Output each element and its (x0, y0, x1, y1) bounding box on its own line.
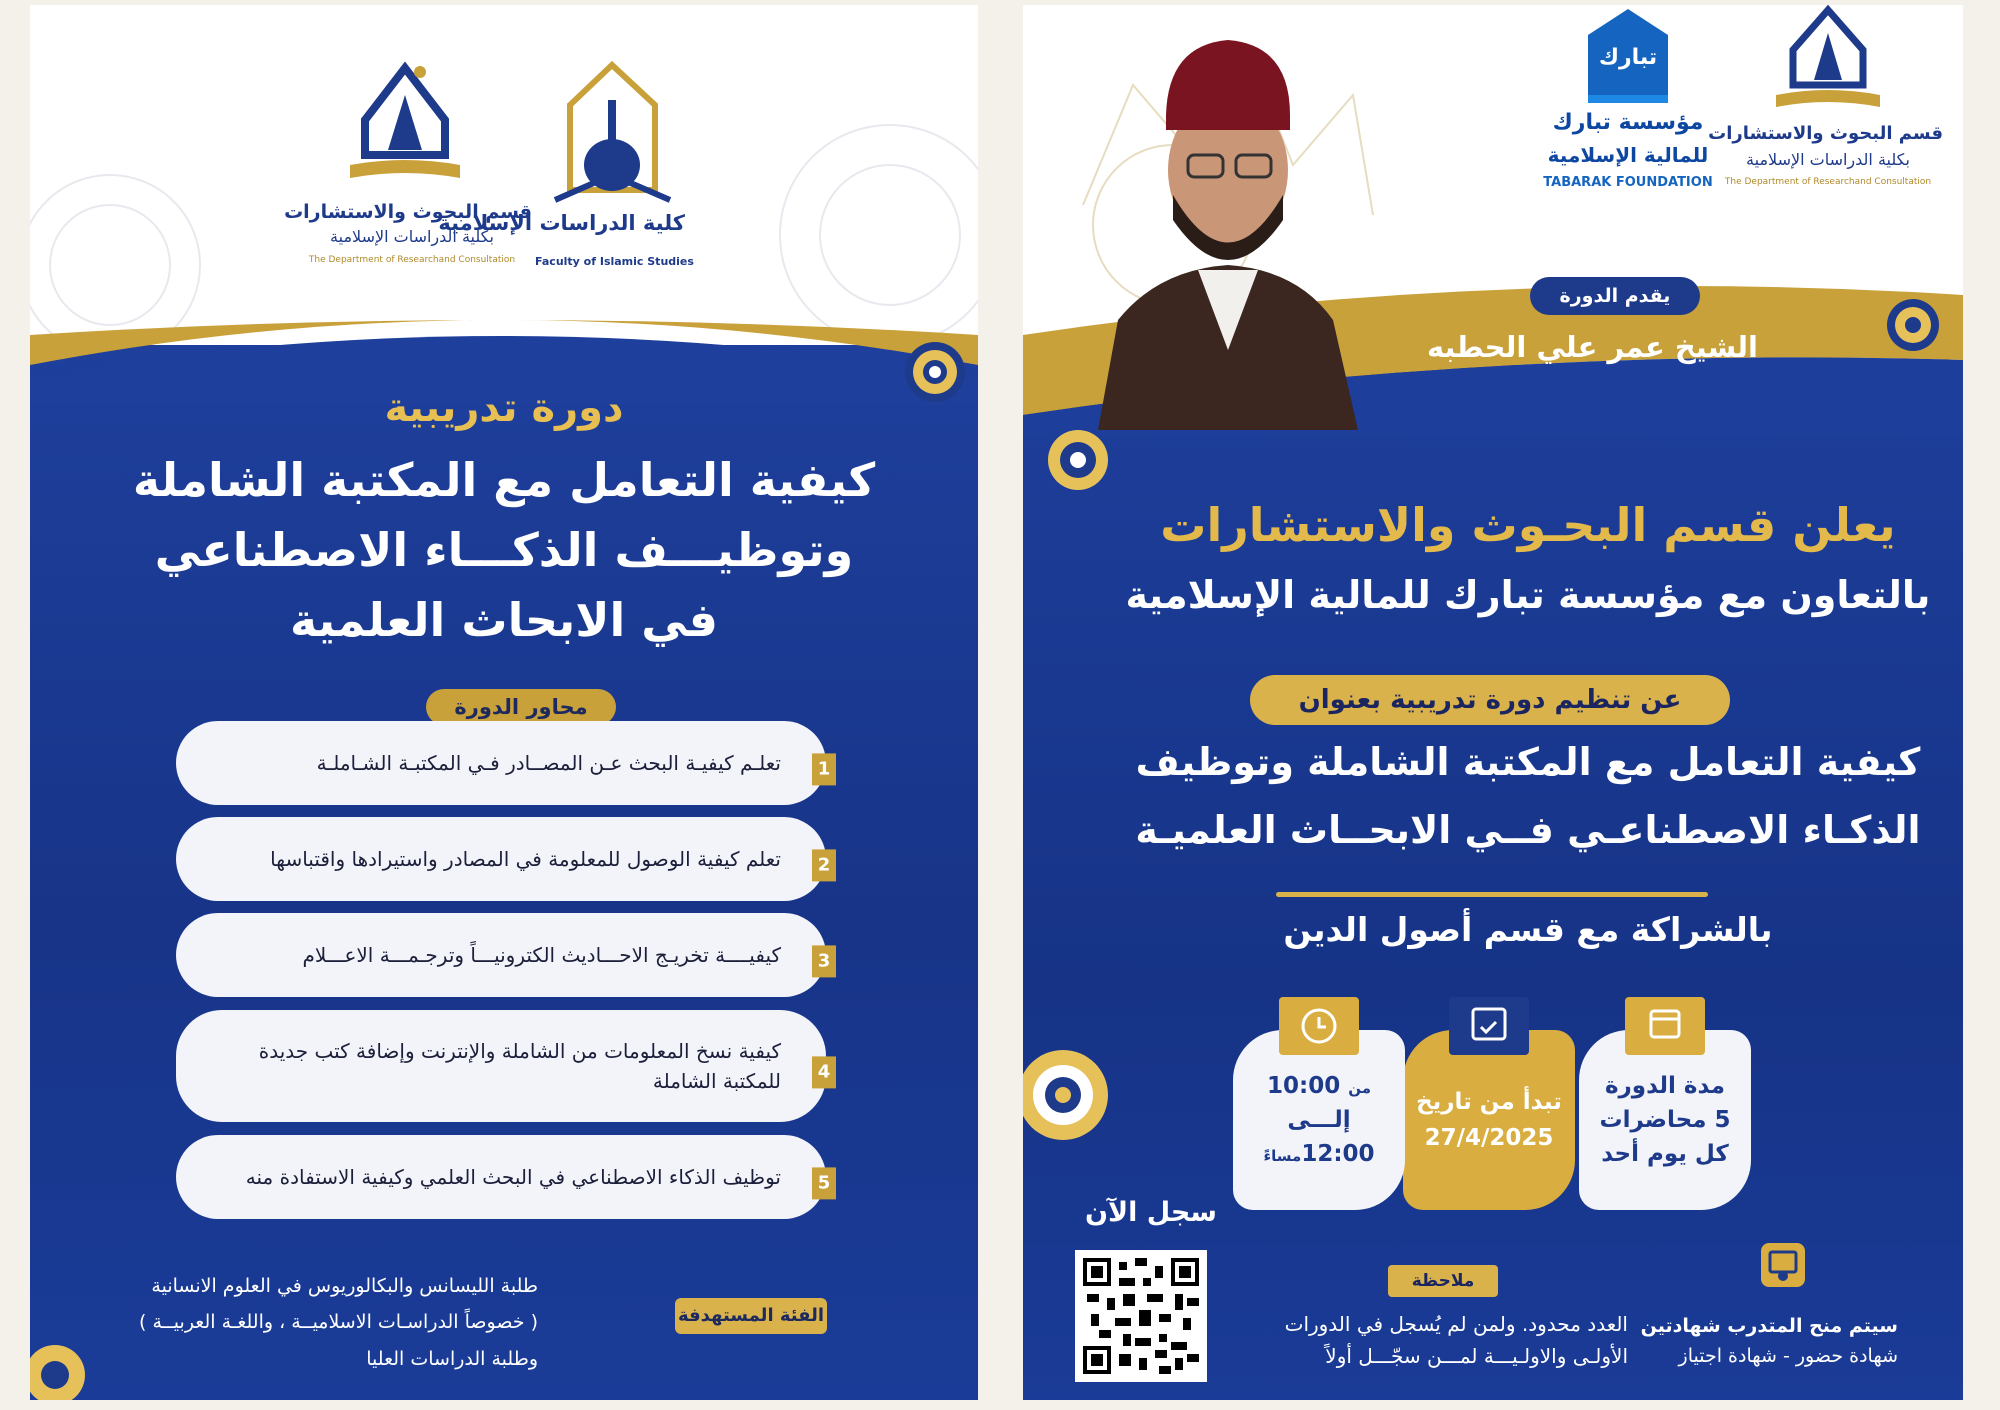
duration-day: كل يوم أحد (1601, 1141, 1729, 1167)
tabarak-logo-subtitle: للمالية الإسلامية (1547, 143, 1709, 167)
dept-logo-english: The Department of Researchand Consultation (1724, 177, 1932, 187)
tabarak-logo-mark: تبارك (1598, 45, 1658, 70)
start-date-value: 27/4/2025 (1424, 1125, 1554, 1151)
course-axis-item (176, 1135, 831, 1219)
dept-logo-english: The Department of Researchand Consultation (308, 255, 516, 265)
course-title-line-2: الذكـاء الاصطناعـي فــي الابحــاث العلميـة (1135, 808, 1921, 852)
duration-lectures: 5 محاضرات (1599, 1107, 1731, 1133)
time-card (1233, 1030, 1405, 1210)
course-axes-label: محاور الدورة (426, 689, 616, 725)
registration-qr-code[interactable] (1075, 1250, 1207, 1382)
time-from-word: من (1348, 1079, 1372, 1097)
ornament-flower-icon (30, 1335, 100, 1400)
target-line-1: طلبة الليسانس والبكالوريوس في العلوم الانسانية (151, 1275, 538, 1297)
course-axis-item (176, 1010, 831, 1122)
speaker-portrait (1078, 20, 1368, 430)
certificate-line-2: شهادة حضور - شهادة اجتياز (1678, 1345, 1898, 1367)
axis-text: تعلم كيفية الوصول للمعلومة في المصادر واستيرادها واقتباسها (270, 847, 781, 871)
course-title-line-3: في الابحاث العلمية (290, 593, 718, 647)
faculty-logo-title: كلية الدراسات الإسلامية (438, 211, 685, 235)
axis-text: كيفية نسخ المعلومات من الشاملة والإنترنت وإضافة كتب جديدة للمكتبة الشاملة (258, 1039, 781, 1093)
note-line-2: الأولـى والاولـيـــة لمـــن سجّـــل أولاً (1325, 1344, 1628, 1368)
collaboration-line: بالتعاون مع مؤسسة تبارك للمالية الإسلامية (1125, 573, 1931, 617)
axis-number: 2 (812, 849, 836, 881)
start-date-label: تبدأ من تاريخ (1416, 1089, 1562, 1115)
duration-label: مدة الدورة (1604, 1073, 1726, 1099)
organize-course-label: عن تنظيم دورة تدريبية بعنوان (1250, 675, 1730, 725)
faculty-logo-icon (545, 60, 680, 205)
dept-logo-title: قسم البحوث والاستشارات (284, 201, 532, 223)
calendar-icon (1625, 997, 1705, 1055)
calendar-check-icon (1449, 997, 1529, 1055)
target-line-2: ( خصوصاً الدراسـات الاسلاميــة ، واللغـة العربيــة ) (139, 1311, 538, 1333)
axis-number: 4 (812, 1056, 836, 1088)
gold-divider (1276, 892, 1708, 897)
register-now-label: سجل الآن (1085, 1197, 1217, 1228)
note-label: ملاحظة (1388, 1265, 1498, 1297)
time-to: 12:00 (1301, 1141, 1375, 1167)
tabarak-logo-english: TABARAK FOUNDATION (1543, 175, 1713, 190)
left-poster (30, 5, 978, 1400)
department-logo-icon (1768, 5, 1888, 115)
course-axis-item (176, 817, 831, 901)
time-to-word: إلـــى (1287, 1107, 1351, 1133)
start-date-card (1403, 1030, 1575, 1210)
axis-number: 1 (812, 753, 836, 785)
note-line-1: العدد محدود. ولمن لم يُسجل في الدورات (1284, 1312, 1628, 1336)
certificate-line-1: سيتم منح المتدرب شهادتين (1640, 1315, 1898, 1337)
certificate-icon (1758, 1240, 1808, 1290)
course-title-line-2: وتوظيـــف الذكـــاء الاصطناعي (154, 523, 854, 577)
ornament-flower-icon (1883, 295, 1943, 355)
axis-text: كيفيــــة تخريـج الاحـــاديث الكترونيـــاً وترجـمـــة الاعـــلام (302, 943, 781, 967)
course-axis-item (176, 913, 831, 997)
target-line-3: وطلبة الدراسات العليا (366, 1348, 538, 1370)
tabarak-logo-title: مؤسسة تبارك (1552, 110, 1704, 135)
announcement-heading: يعلن قسم البحـوث والاستشارات (1160, 498, 1896, 552)
axis-number: 3 (812, 945, 836, 977)
time-from: 10:00 (1266, 1073, 1341, 1099)
course-title-line-1: كيفية التعامل مع المكتبة الشاملة وتوظيف (1135, 740, 1921, 784)
course-subtitle: دورة تدريبية (384, 385, 624, 431)
department-logo-icon (340, 60, 470, 195)
faculty-logo-english: Faculty of Islamic Studies (535, 255, 694, 268)
presents-label: يقدم الدورة (1530, 277, 1700, 315)
axis-number: 5 (812, 1167, 836, 1199)
speaker-name: الشيخ عمر علي الحطبه (1426, 330, 1758, 364)
axis-text: توظيف الذكاء الاصطناعي في البحث العلمي وكيفية الاستفادة منه (245, 1165, 781, 1189)
clock-icon (1279, 997, 1359, 1055)
course-axis-item (176, 721, 831, 805)
dept-logo-title: قسم البحوث والاستشارات (1708, 123, 1943, 144)
ornament-flower-icon (1023, 1040, 1118, 1150)
ornament-flower-icon (1043, 425, 1113, 495)
partnership-line: بالشراكة مع قسم أصول الدين (1283, 910, 1773, 949)
target-audience-label: الفئة المستهدفة (675, 1298, 827, 1334)
course-title-line-1: كيفية التعامل مع المكتبة الشاملة (132, 453, 876, 507)
right-poster (1023, 5, 1963, 1400)
dept-logo-subtitle: بكلية الدراسات الإسلامية (1746, 150, 1910, 169)
axis-text: تعلـم كيفيـة البحث عـن المصــادر فـي المكتبـة الشـاملـة (316, 751, 781, 775)
duration-card (1579, 1030, 1751, 1210)
dept-logo-subtitle: بكلية الدراسات الإسلامية (330, 227, 494, 246)
time-pm: مساءً (1263, 1147, 1302, 1165)
